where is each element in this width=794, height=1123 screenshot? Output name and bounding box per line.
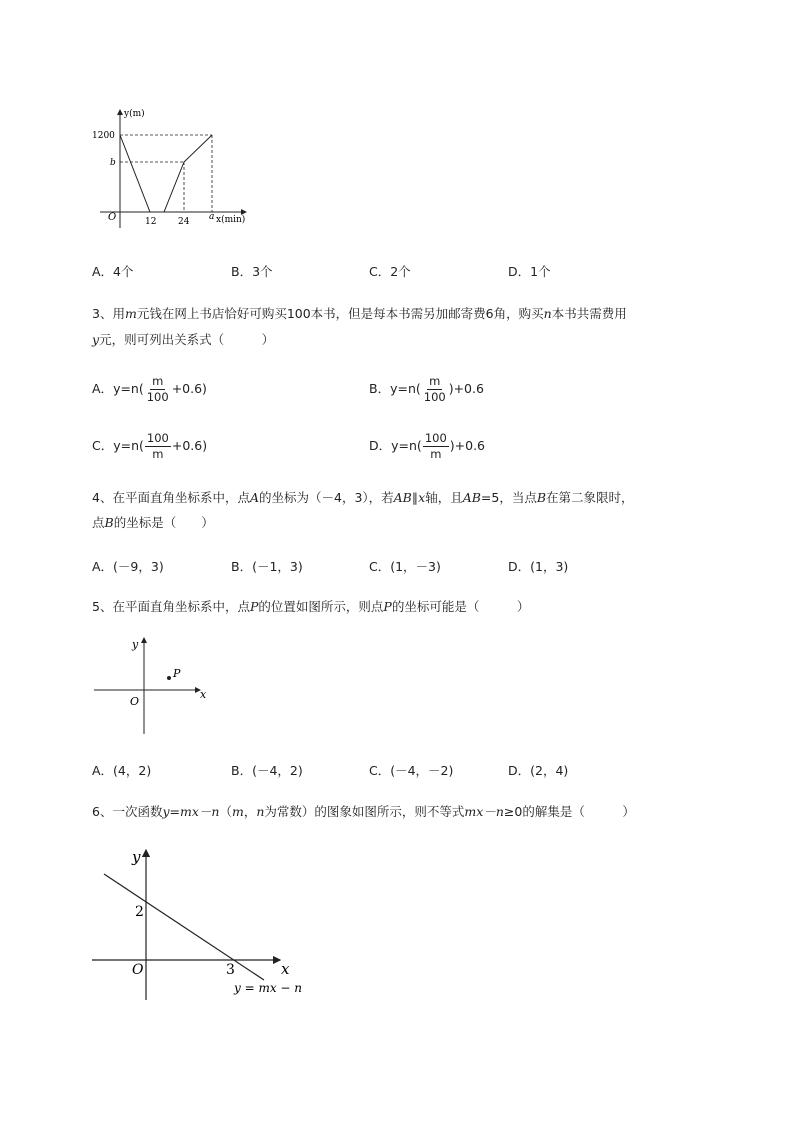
q3-option-c[interactable]: C．y=n( $\frac{100}{m}$ +0.6): [92, 431, 208, 461]
origin-label: O: [132, 962, 144, 978]
q4-option-c[interactable]: C．(1，－3): [369, 559, 441, 574]
q5-stem: 5、在平面直角坐标系中，点P的位置如图所示，则点P的坐标可能是（ ）: [92, 599, 530, 614]
function-line: [104, 874, 264, 980]
distance-time-graph: [88, 104, 258, 234]
q2-option-b[interactable]: B．3个: [231, 264, 273, 279]
point-p: [167, 676, 171, 680]
q3-option-a[interactable]: A．y=n( $\frac{m}{100}$ +0.6): [92, 374, 207, 404]
y-intercept-label: 2: [135, 904, 144, 920]
linear-function-graph: [88, 842, 308, 1004]
function-line-label: y = mx − n: [234, 981, 303, 995]
x-tick-a: a: [209, 212, 215, 222]
x-tick-24: 24: [178, 217, 190, 227]
point-p-graph: [90, 632, 220, 738]
x-tick-12: 12: [145, 217, 157, 227]
q3-option-b[interactable]: B．y=n( $\frac{m}{100}$ )+0.6: [369, 374, 484, 404]
y-axis-label: y(m): [124, 109, 145, 119]
q5-option-d[interactable]: D．(2，4): [508, 763, 569, 778]
q4-option-b[interactable]: B．(－1，3): [231, 559, 303, 574]
q2-option-a[interactable]: A．4个: [92, 264, 134, 279]
q3-stem-line2: y元，则可列出关系式（ ）: [92, 332, 275, 347]
q4-stem-line1: 4、在平面直角坐标系中，点A的坐标为（－4，3），若AB∥x轴，且AB=5，当点B在第二象限时，: [92, 490, 634, 505]
distance-curve: [120, 135, 212, 212]
point-p-label: P: [173, 667, 181, 680]
x-intercept-label: 3: [226, 962, 235, 978]
y-tick-b: b: [110, 158, 116, 168]
q3-option-d[interactable]: D．y=n( $\frac{100}{m}$ )+0.6: [369, 431, 485, 461]
q2-option-c[interactable]: C．2个: [369, 264, 411, 279]
y-axis-label: y: [132, 848, 141, 866]
x-axis-label: x: [281, 960, 290, 978]
q5-option-a[interactable]: A．(4，2): [92, 763, 152, 778]
q3-stem-line1: 3、用m元钱在网上书店恰好可购买100本书，但是每本书需另加邮寄费6角，购买n本书共需费用: [92, 306, 627, 321]
origin-label: O: [108, 212, 117, 223]
q5-option-b[interactable]: B．(－4，2): [231, 763, 303, 778]
q4-option-a[interactable]: A．(－9，3): [92, 559, 164, 574]
x-axis-label: x: [200, 688, 207, 701]
q2-option-d[interactable]: D．1个: [508, 264, 551, 279]
q6-stem: 6、一次函数y=mx－n（m，n为常数）的图象如图所示，则不等式mx－n≥0的解集是（ ）: [92, 804, 635, 819]
q5-option-c[interactable]: C．(－4，－2): [369, 763, 454, 778]
y-tick-1200: 1200: [92, 131, 115, 141]
y-axis-label: y: [132, 638, 139, 651]
origin-label: O: [130, 695, 140, 708]
x-axis-label: x(min): [216, 215, 246, 225]
q4-option-d[interactable]: D．(1，3): [508, 559, 569, 574]
q4-stem-line2: 点B的坐标是（ ）: [92, 515, 214, 530]
